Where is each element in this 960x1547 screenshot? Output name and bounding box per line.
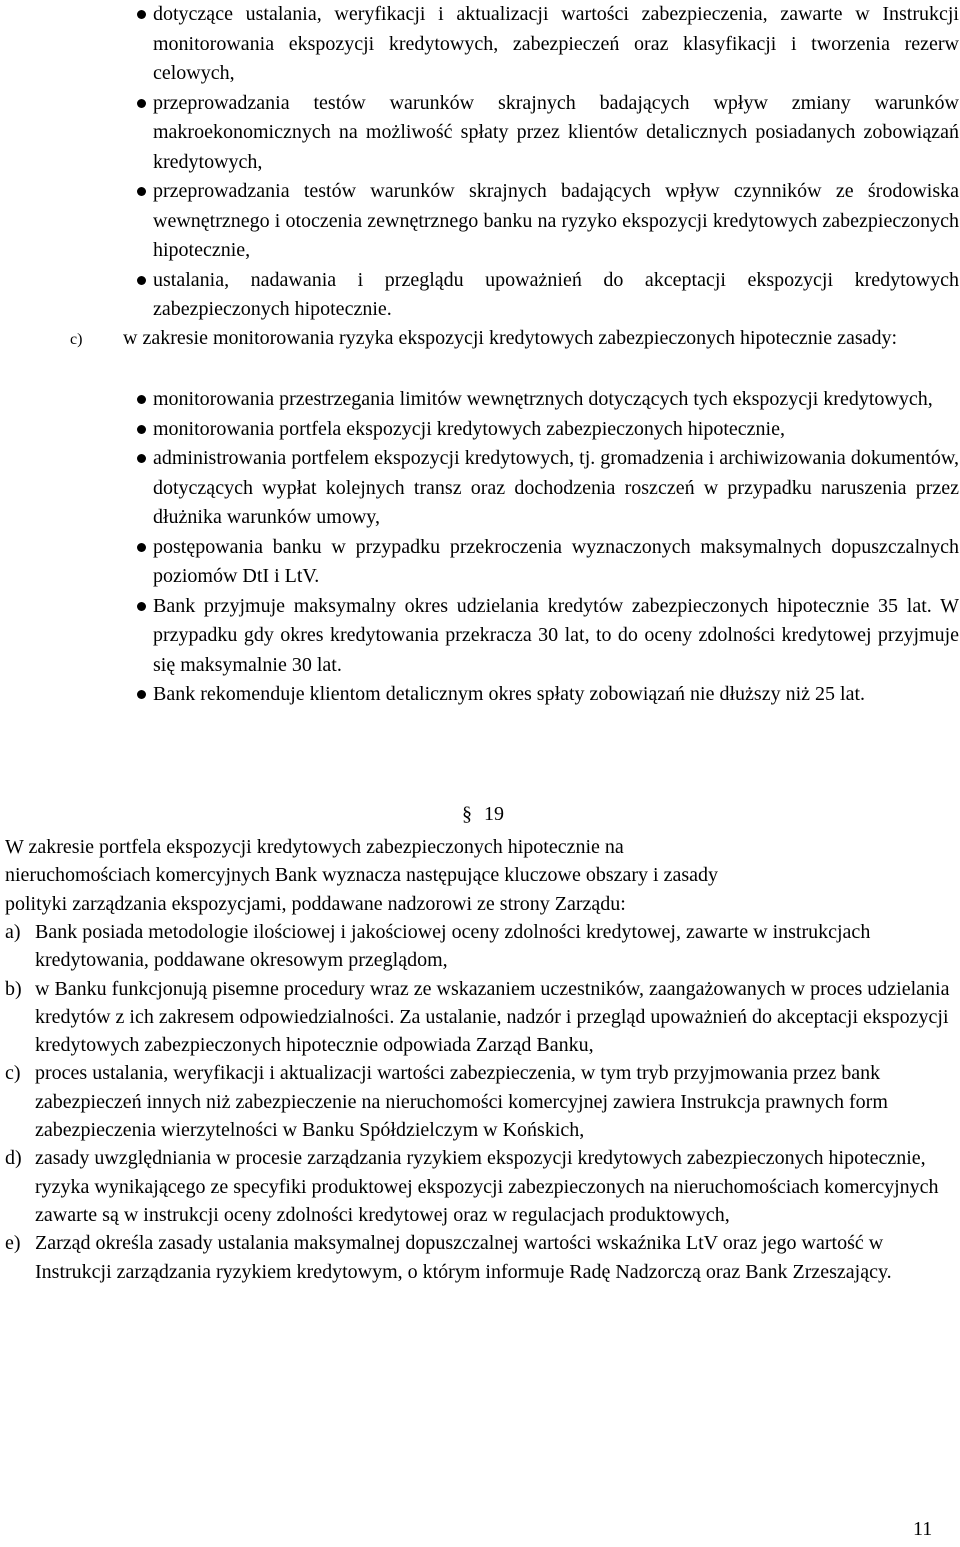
item-label: e) — [5, 1232, 21, 1255]
list-item — [5, 1229, 960, 1286]
section-number: 19 — [484, 803, 504, 825]
page-number: 11 — [913, 1518, 933, 1540]
bullet-item: Bank przyjmuje maksymalny okres udzielania kredytów zabezpieczonych hipotecznie 35 lat. W przypadku gdy okres kredytowania przekracza 30 lat, to do oceny zdolności kredytowej przyjmuje się maksymalnie 30 lat. — [153, 592, 959, 681]
list-item — [5, 918, 960, 975]
intro-line: nieruchomościach komercyjnych Bank wyznacza następujące kluczowe obszary i zasady — [5, 864, 719, 887]
intro-line: polityki zarządzania ekspozycjami, poddawane nadzorowi ze strony Zarządu: — [5, 892, 626, 915]
intro-paragraph — [5, 833, 960, 918]
item-text: Bank posiada metodologie ilościowej i jakościowej oceny zdolności kredytowej, zawarte w instrukcjach kredytowania, poddawane okresowym przeglądom, — [35, 921, 871, 972]
item-label: c) — [5, 1062, 21, 1085]
item-text: zasady uwzględniania w procesie zarządzania ryzykiem ekspozycji kredytowych zabezpieczonych hipotecznie, ryzyka wynikającego ze specyfiki produktowej ekspozycji zabezpieczonych na nieruchomościach komercyjnych zawarte są w instrukcji oceny zdolności kredytowej oraz w regulacjach produktowych, — [35, 1147, 939, 1226]
bullet-item: monitorowania przestrzegania limitów wewnętrznych dotyczących tych ekspozycji kredytowych, — [153, 385, 959, 415]
list-item — [5, 975, 960, 1060]
item-text: w Banku funkcjonują pisemne procedury wraz ze wskazaniem uczestników, zaangażowanych w proces udzielania kredytów z ich zakresem odpowiedzialności. Za ustalanie, nadzór i przegląd upoważnień do akceptacji ekspozycji kredytowych zabezpieczonych hipotecznie odpowiada Zarząd Banku, — [35, 977, 950, 1057]
subsection-marker: c) — [70, 331, 83, 348]
bullet-item: Bank rekomenduje klientom detalicznym okres spłaty zobowiązań nie dłuższy niż 25 lat. — [153, 680, 959, 710]
bullet-list-b — [153, 0, 959, 325]
bullet-item: ustalania, nadawania i przeglądu upoważnień do akceptacji ekspozycji kredytowych zabezpieczonych hipotecznie. — [153, 266, 959, 325]
bullet-item: przeprowadzania testów warunków skrajnych badających wpływ zmiany warunków makroekonomicznych na możliwość spłaty przez klientów detalicznych posiadanych zobowiązań kredytowych, — [153, 89, 959, 178]
bullet-item: przeprowadzania testów warunków skrajnych badających wpływ czynników ze środowiska wewnętrznego i otoczenia zewnętrznego banku na ryzyko ekspozycji kredytowych zabezpieczonych hipotecznie, — [153, 177, 959, 266]
bullet-list-c — [153, 385, 959, 710]
section-symbol: § — [462, 803, 472, 825]
bullet-item: monitorowania portfela ekspozycji kredytowych zabezpieczonych hipotecznie, — [153, 415, 959, 445]
list-item — [5, 1144, 960, 1229]
bullet-item: dotyczące ustalania, weryfikacji i aktualizacji wartości zabezpieczenia, zawarte w Instrukcji monitorowania ekspozycji kredytowych, zabezpieczeń oraz klasyfikacji i tworzenia rezerw celowych, — [153, 0, 959, 89]
list-item — [5, 1059, 960, 1144]
item-label: a) — [5, 921, 21, 943]
item-label: d) — [5, 1147, 22, 1170]
lettered-list — [5, 918, 960, 1286]
bullet-item: postępowania banku w przypadku przekroczenia wyznaczonych maksymalnych dopuszczalnych poziomów DtI i LtV. — [153, 533, 959, 592]
item-label: b) — [5, 977, 22, 1000]
item-text: proces ustalania, weryfikacji i aktualizacji wartości zabezpieczenia, w tym tryb przyjmowania przez bank zabezpieczeń innych niż zabezpieczenie na nieruchomości komercyjnej zawiera Instrukcja prawnych form zabezpieczenia wierzytelności w Banku Spółdzielczym w Końskich, — [35, 1062, 888, 1142]
item-text: Zarząd określa zasady ustalania maksymalnej dopuszczalnej wartości wskaźnika LtV oraz jego wartość w Instrukcji zarządzania ryzykiem kredytowym, o którym informuje Radę Nadzorczą oraz Bank Zrzeszający. — [35, 1232, 892, 1283]
bullet-item: administrowania portfelem ekspozycji kredytowych, tj. gromadzenia i archiwizowania dokumentów, dotyczących wypłat kolejnych transz oraz dochodzenia roszczeń w przypadku naruszenia przez dłużnika warunków umowy, — [153, 444, 959, 533]
subsection-text: w zakresie monitorowania ryzyka ekspozycji kredytowych zabezpieczonych hipotecznie zasady: — [123, 327, 898, 349]
intro-line: W zakresie portfela ekspozycji kredytowych zabezpieczonych hipotecznie na — [5, 836, 624, 858]
